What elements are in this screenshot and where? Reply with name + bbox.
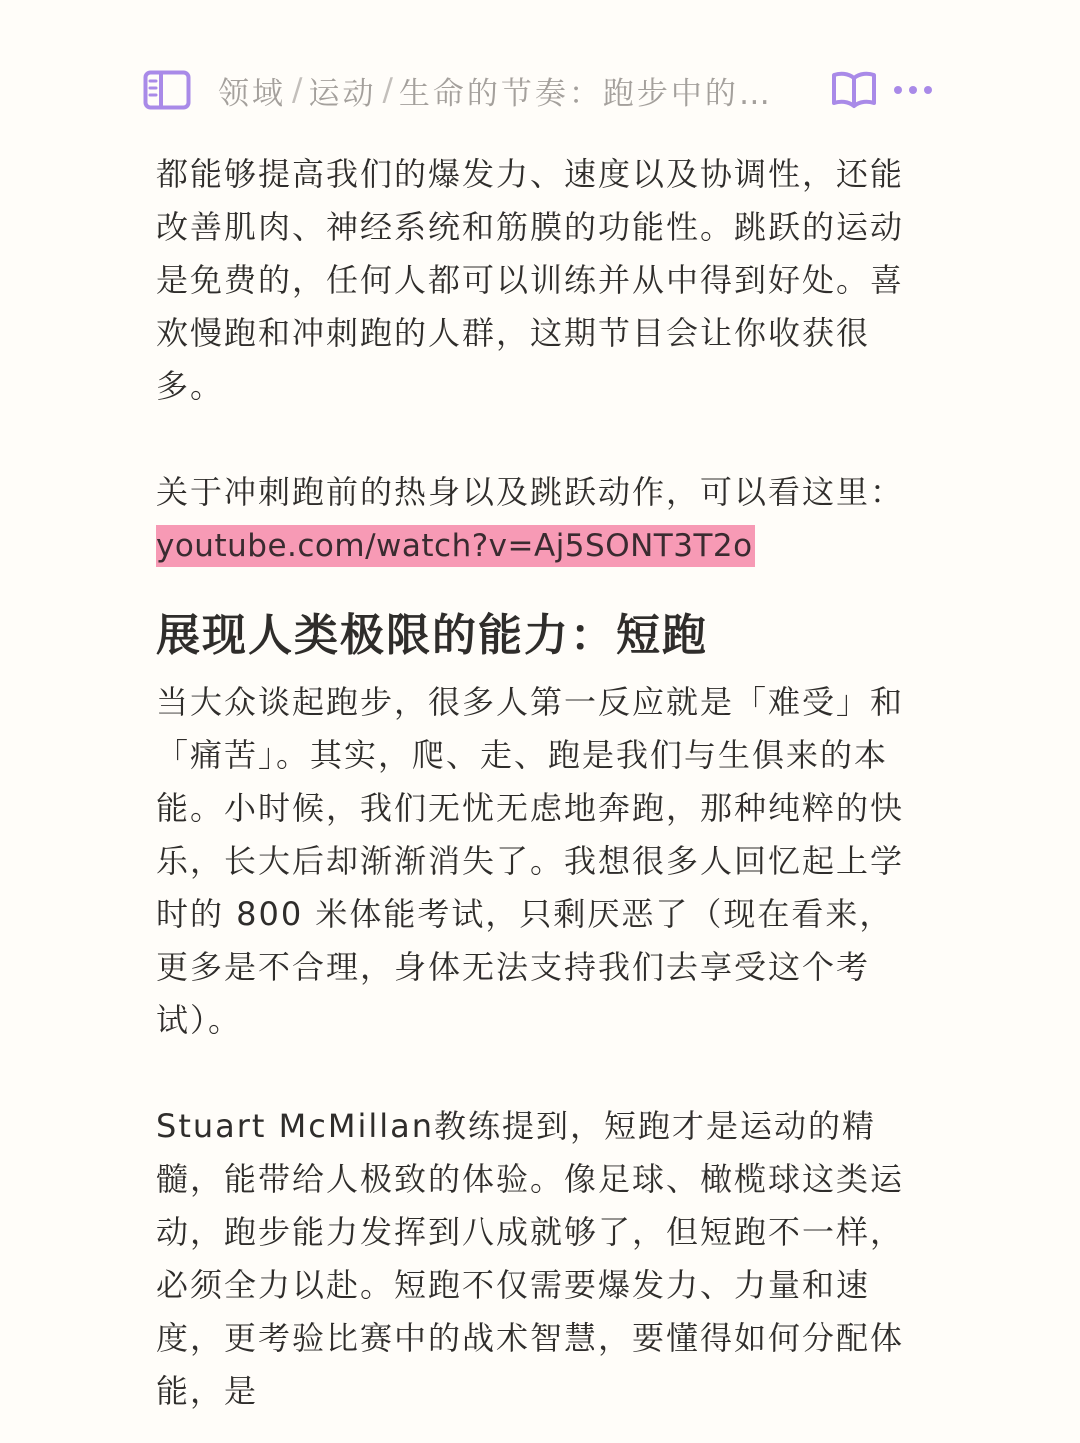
breadcrumb-item-current-page[interactable]: 生命的节奏：跑步中的… [398, 75, 773, 110]
section-heading: 展现人类极限的能力：短跑 [156, 610, 708, 661]
more-horizontal-icon[interactable] [893, 80, 933, 100]
warmup-paragraph: 关于冲刺跑前的热身以及跳跃动作，可以看这里： [156, 473, 905, 511]
section-paragraph-1: 当大众谈起跑步，很多人第一反应就是「难受」和「痛苦」。其实，爬、走、跑是我们与生俱来的本能。小时候，我们无忧无虑地奔跑，那种纯粹的快乐，长大后却渐渐消失了。我想很多人回忆起上学时的 800 米体能考试，只剩厌恶了（现在看来，更多是不合理，身体无法支持我们去享受这个考试）。 [156, 683, 905, 1039]
intro-paragraph: 都能够提高我们的爆发力、速度以及协调性，还能改善肌肉、神经系统和筋膜的功能性。跳跃的运动是免费的，任何人都可以训练并从中得到好处。喜欢慢跑和冲刺跑的人群，这期节目会让你收获很多。 [156, 155, 905, 405]
breadcrumb-separator: / [292, 72, 303, 108]
breadcrumb-separator: / [382, 72, 393, 108]
article-content [156, 148, 916, 1418]
top-navigation-bar [0, 58, 1080, 124]
link-line [156, 519, 916, 572]
sidebar-panel-icon[interactable] [143, 70, 191, 110]
book-open-icon[interactable] [831, 69, 877, 111]
paragraph-spacer [156, 1047, 916, 1100]
youtube-link[interactable]: youtube.com/watch?v=Aj5SONT3T2o [156, 525, 755, 567]
breadcrumb [218, 70, 798, 110]
section-paragraph-2: Stuart McMillan教练提到，短跑才是运动的精髓，能带给人极致的体验。像足球、橄榄球这类运动，跑步能力发挥到八成就够了，但短跑不一样，必须全力以赴。短跑不仅需要爆发力、力量和速度，更考验比赛中的战术智慧，要懂得如何分配体能，是 [156, 1107, 905, 1410]
paragraph-spacer [156, 413, 916, 466]
breadcrumb-item-sports[interactable]: 运动 [308, 75, 377, 110]
breadcrumb-item-domain[interactable]: 领域 [218, 75, 286, 110]
